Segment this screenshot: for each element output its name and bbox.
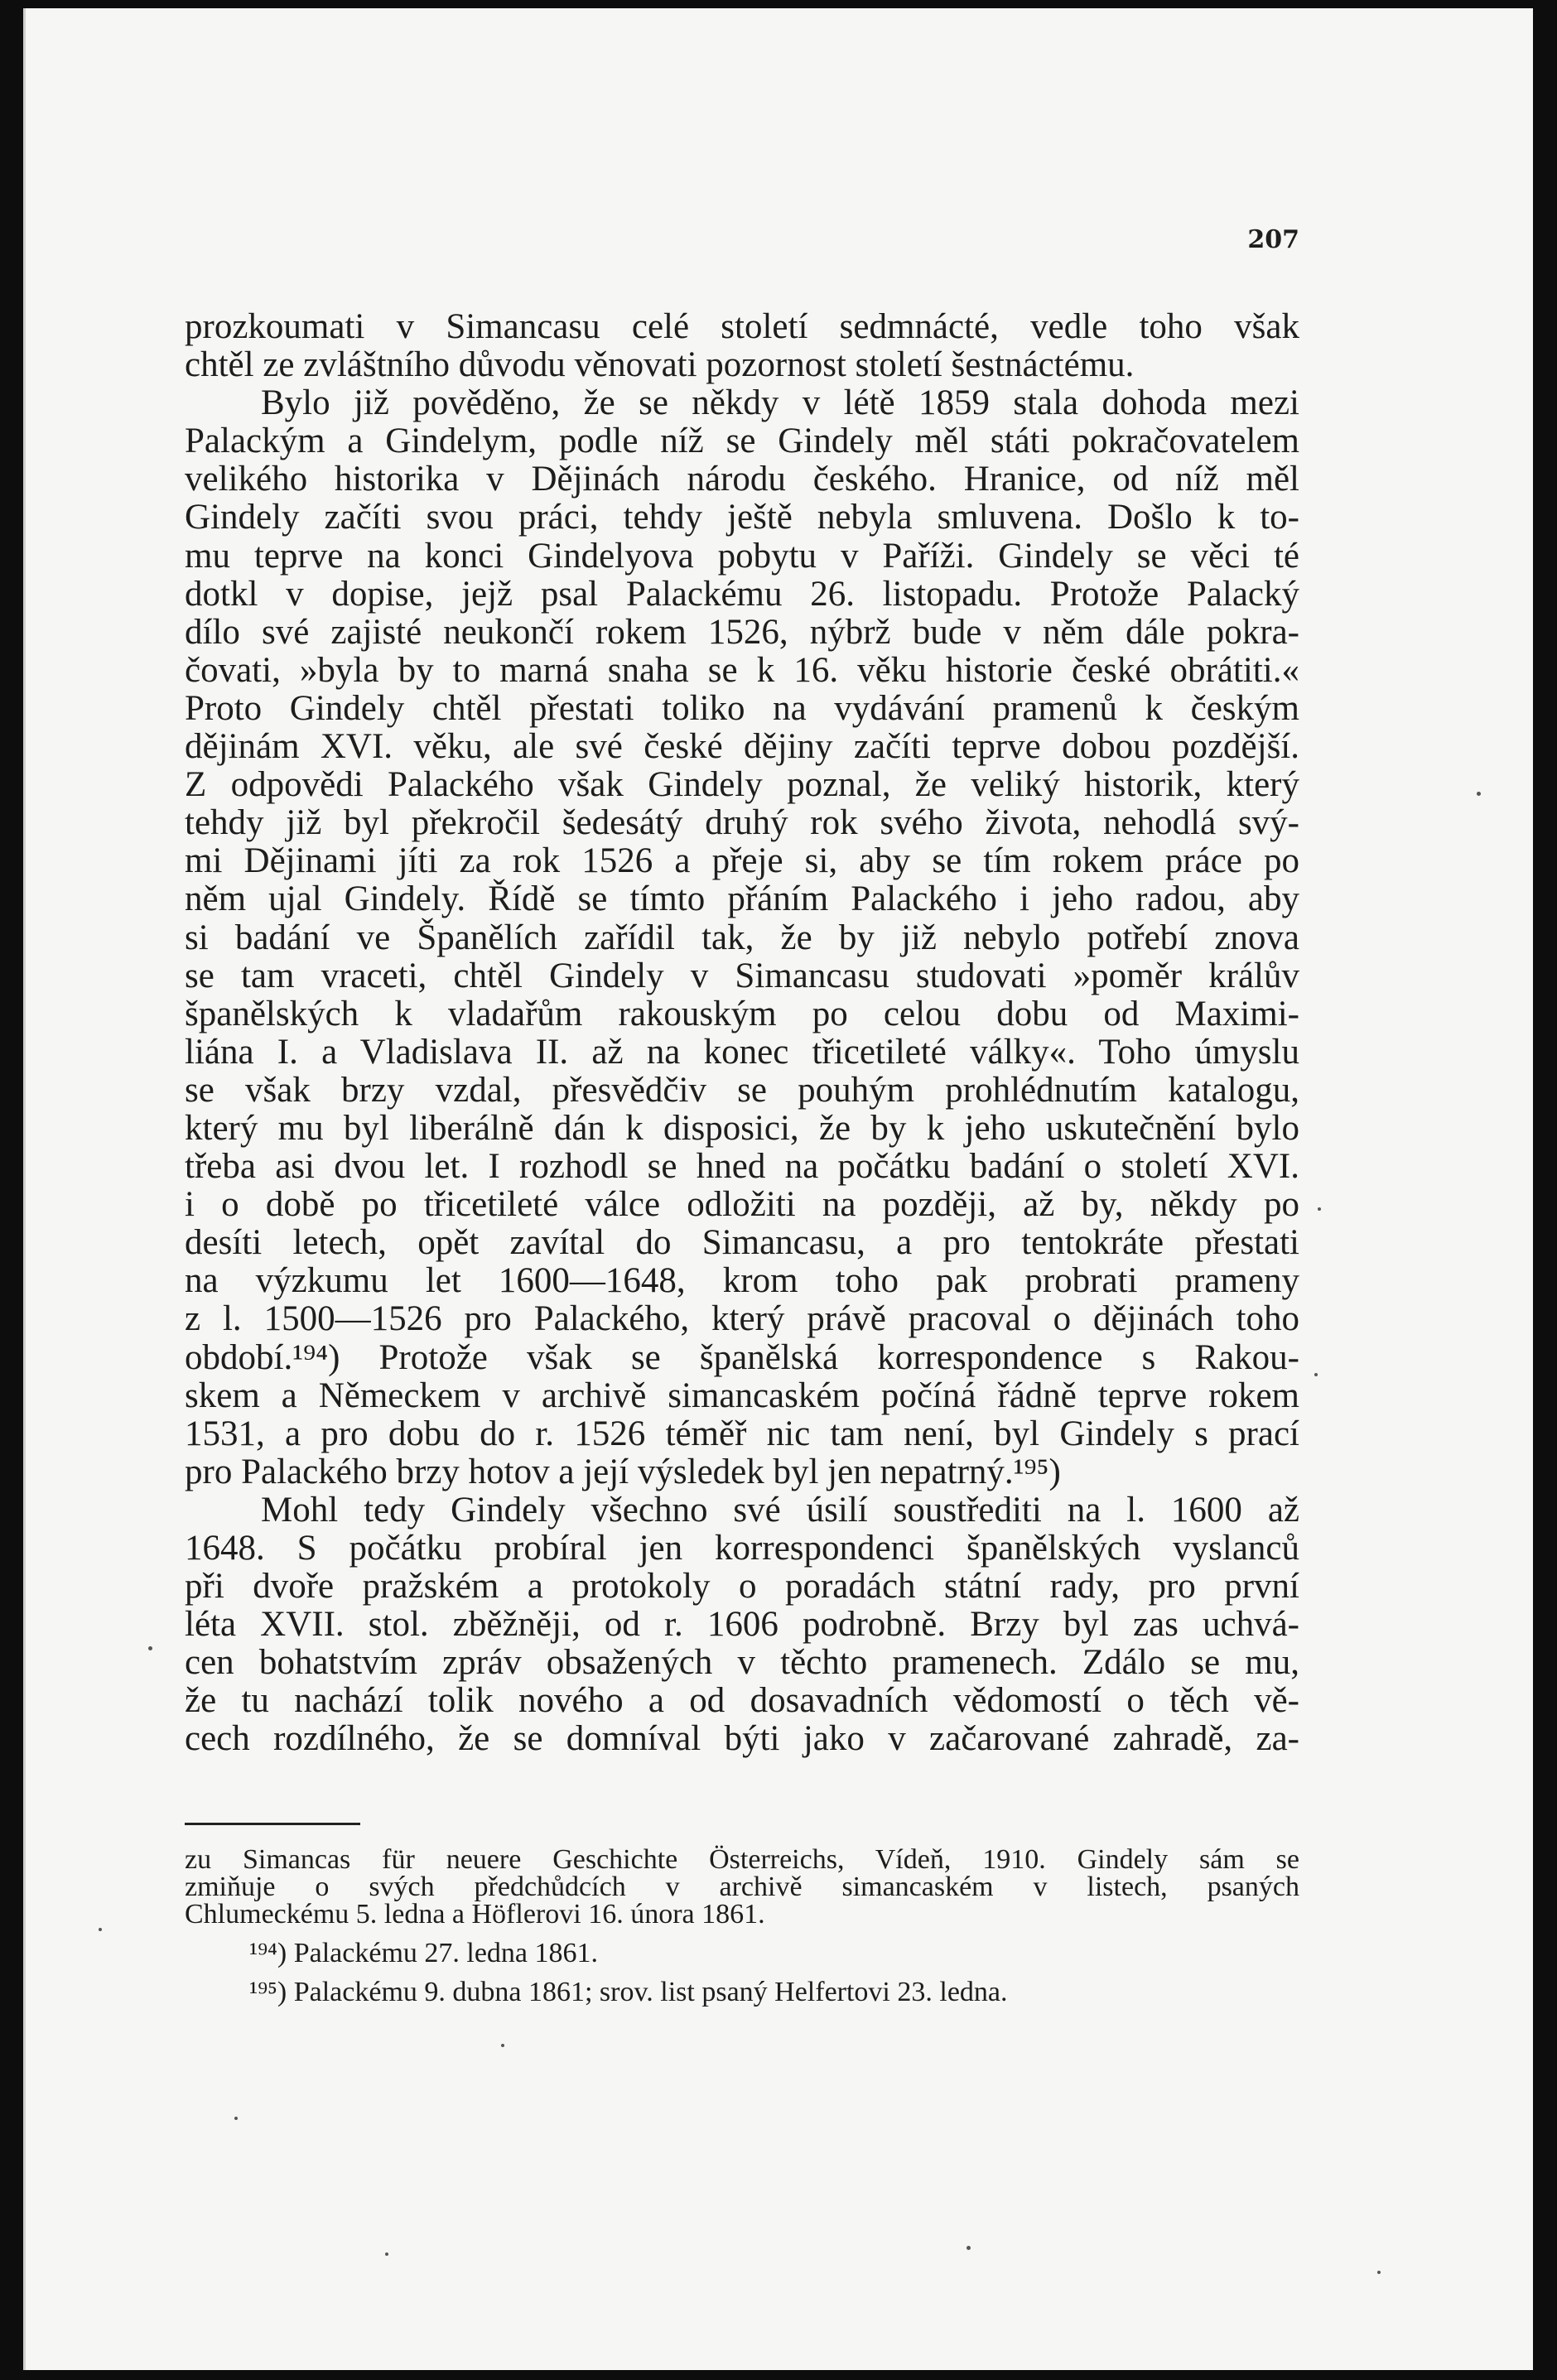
text-line: tehdy již byl překročil šedesátý druhý rok svého života, nehodlá svý- [185,803,1299,843]
text-line: i o době po třicetileté válce odložiti na později, až by, někdy po [185,1185,1299,1225]
book-page [23,8,1533,2370]
scan-speck [1318,1207,1321,1211]
text-line: cen bohatstvím zpráv obsažených v těchto pramenech. Zdálo se mu, [185,1643,1299,1683]
text-line: na výzkumu let 1600—1648, krom toho pak probrati prameny [185,1261,1299,1301]
scan-speck [1377,2271,1381,2274]
text-line: při dvoře pražském a protokoly o poradách státní rady, pro první [185,1567,1299,1607]
text-line: 1648. S počátku probíral jen korrespondenci španělských vyslanců [185,1529,1299,1568]
text-line: čovati, »byla by to marná snaha se k 16. věku historie české obrátiti.« [185,650,1299,690]
scan-speck [1477,792,1481,796]
text-line: cech rozdílného, že se domníval býti jako v začarované zahradě, za- [185,1719,1299,1759]
text-line: třeba asi dvou let. I rozhodl se hned na počátku badání o století XVI. [185,1147,1299,1187]
text-line: chtěl ze zvláštního důvodu věnovati pozornost století šestnáctému. [185,345,1135,385]
text-line: z l. 1500—1526 pro Palackého, který právě pracoval o dějinách toho [185,1299,1299,1339]
text-line: si badání ve Španělích zařídil tak, že by již nebylo potřebí znova [185,918,1299,957]
text-line: Proto Gindely chtěl přestati toliko na vydávání pramenů k českým [185,688,1299,728]
text-line: dějinám XVI. věku, ale své české dějiny začíti teprve dobou pozdější. [185,727,1299,767]
footnote-line: zmiňuje o svých předchůdcích v archivě simancaském v listech, psaných [185,1872,1299,1902]
text-line: mu teprve na konci Gindelyova pobytu v Paříži. Gindely se věci té [185,536,1299,576]
text-line: liána I. a Vladislava II. až na konec třicetileté války«. Toho úmyslu [185,1032,1299,1072]
page-number: 207 [1247,225,1299,254]
text-line: Palackým a Gindelym, podle níž se Gindely měl státi pokračovatelem [185,422,1299,461]
scan-speck [385,2252,388,2256]
scan-speck [501,2044,504,2047]
text-line: Bylo již pověděno, že se někdy v létě 1859 stala dohoda mezi [261,383,1299,423]
text-line: léta XVII. stol. zběžněji, od r. 1606 podrobně. Brzy byl zas uchvá- [185,1605,1299,1645]
scan-speck [1314,1373,1318,1376]
text-line: dotkl v dopise, jejž psal Palackému 26. listopadu. Protože Palacký [185,574,1299,614]
body-text [185,308,1299,1759]
scan-speck [234,2117,238,2120]
text-line: se však brzy vzdal, přesvědčiv se pouhým prohlédnutím katalogu, [185,1070,1299,1110]
footnote-194: ¹⁹⁴) Palackému 27. ledna 1861. [249,1938,599,1968]
text-line: mi Dějinami jíti za rok 1526 a přeje si, aby se tím rokem práce po [185,841,1299,881]
text-line: španělských k vladařům rakouským po celou dobu od Maximi- [185,994,1299,1033]
scan-speck [148,1646,152,1650]
text-line: Z odpovědi Palackého však Gindely poznal, že veliký historik, který [185,765,1299,805]
footnotes [185,1846,1299,2006]
footnote-195: ¹⁹⁵) Palackému 9. dubna 1861; srov. list psaný Helfertovi 23. ledna. [249,1977,1008,2007]
text-line: velikého historika v Dějinách národu českého. Hranice, od níž měl [185,460,1299,499]
text-line: prozkoumati v Simancasu celé století sedmnácté, vedle toho však [185,307,1299,346]
text-line: dílo své zajisté neukončí rokem 1526, nýbrž bude v něm dále pokra- [185,612,1299,652]
text-line: Gindely začíti svou práci, tehdy ještě nebyla smluvena. Došlo k to- [185,498,1299,537]
text-line: desíti letech, opět zavítal do Simancasu, a pro tentokráte přestati [185,1223,1299,1263]
scan-speck [99,1928,102,1931]
text-line: že tu nachází tolik nového a od dosavadních vědomostí o těch vě- [185,1681,1299,1721]
text-line: se tam vraceti, chtěl Gindely v Simancasu studovati »poměr králův [185,956,1299,995]
text-line: 1531, a pro dobu do r. 1526 téměř nic tam není, byl Gindely s prací [185,1414,1299,1453]
text-line: Mohl tedy Gindely všechno své úsilí soustřediti na l. 1600 až [261,1490,1299,1530]
text-line: pro Palackého brzy hotov a její výsledek byl jen nepatrný.¹⁹⁵) [185,1452,1061,1491]
text-line: období.¹⁹⁴) Protože však se španělská korrespondence s Rakou- [185,1337,1299,1377]
text-line: něm ujal Gindely. Řídě se tímto přáním Palackého i jeho radou, aby [185,879,1299,919]
footnote-line: zu Simancas für neuere Geschichte Österreichs, Vídeň, 1910. Gindely sám se [185,1844,1299,1875]
text-line: který mu byl liberálně dán k disposici, že by k jeho uskutečnění bylo [185,1108,1299,1148]
footnote-line: Chlumeckému 5. ledna a Höflerovi 16. února 1861. [185,1899,765,1930]
scan-speck [966,2246,971,2250]
footnote-divider [185,1823,360,1825]
text-line: skem a Německem v archivě simancaském počíná řádně teprve rokem [185,1375,1299,1415]
